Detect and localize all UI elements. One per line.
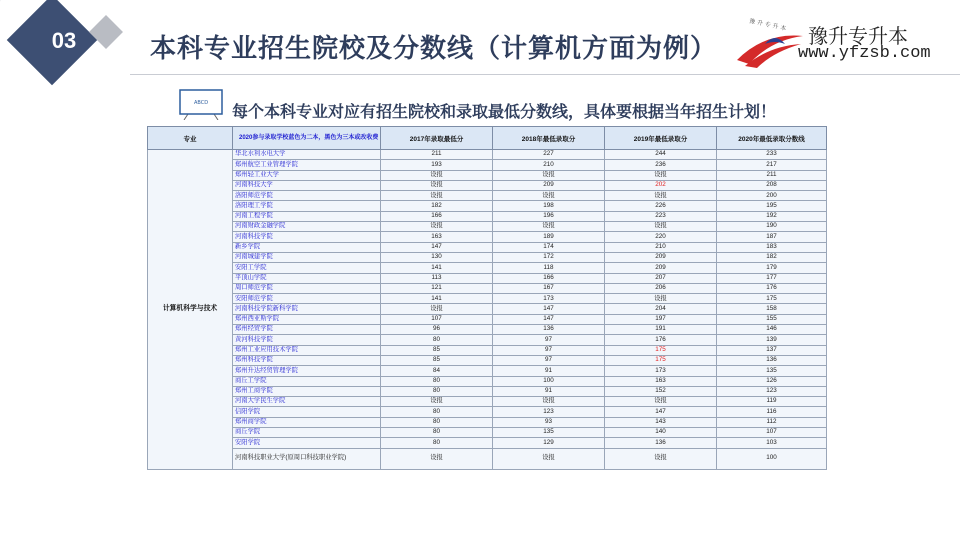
brand-name: 豫升专升本 [808,24,908,48]
score-2020: 137 [717,345,827,355]
board-label: ABCD [193,100,209,106]
table-row [148,366,827,376]
table-row [148,335,827,345]
score-2018: 设报 [493,448,605,469]
presentation-board-icon [178,86,224,120]
school-cell: 河南科技大学 [233,180,381,190]
score-2020: 195 [717,201,827,211]
table-row [148,438,827,448]
score-2018: 97 [493,345,605,355]
score-2018: 91 [493,366,605,376]
table-row [148,150,827,160]
school-cell: 商丘工学院 [233,376,381,386]
school-cell: 平顶山学院 [233,273,381,283]
school-cell: 郑州西亚斯学院 [233,314,381,324]
school-cell: 郑州航空工业管理学院 [233,160,381,170]
score-2017: 211 [381,150,493,160]
school-cell: 河南工程学院 [233,211,381,221]
score-2018: 118 [493,263,605,273]
score-2019: 设报 [605,448,717,469]
score-2017: 设报 [381,222,493,232]
svg-text:豫 升 专 升 本: 豫 升 专 升 本 [748,17,787,33]
score-2020: 126 [717,376,827,386]
score-2019: 244 [605,150,717,160]
school-cell: 安阳学院 [233,438,381,448]
table-row [148,211,827,221]
score-2020: 190 [717,222,827,232]
score-2017: 80 [381,438,493,448]
score-2018: 167 [493,283,605,293]
score-2020: 103 [717,438,827,448]
score-2017: 96 [381,325,493,335]
table-row [148,180,827,190]
score-2020: 217 [717,160,827,170]
table-header-row [148,127,827,150]
score-2020: 139 [717,335,827,345]
score-2020: 208 [717,180,827,190]
table-row [148,428,827,438]
header-2018: 2018年最低录取分 [493,127,605,150]
score-2018: 210 [493,160,605,170]
score-2018: 147 [493,304,605,314]
school-cell: 河南财政金融学院 [233,222,381,232]
score-2019: 226 [605,201,717,211]
score-2020: 187 [717,232,827,242]
score-2017: 113 [381,273,493,283]
table-row [148,314,827,324]
score-2018: 123 [493,407,605,417]
school-cell: 黄河科技学院 [233,335,381,345]
school-cell: 河南科技学院 [233,232,381,242]
score-2018: 166 [493,273,605,283]
score-2020: 175 [717,294,827,304]
table-row [148,242,827,252]
score-2019: 175 [605,355,717,365]
table-row [148,170,827,180]
school-cell: 华北水利水电大学 [233,150,381,160]
score-2020: 100 [717,448,827,469]
score-2017: 85 [381,345,493,355]
score-2020: 233 [717,150,827,160]
score-2018: 172 [493,252,605,262]
score-2020: 136 [717,355,827,365]
table-row [148,294,827,304]
score-2017: 147 [381,242,493,252]
header-major: 专业 [148,127,233,150]
score-2017: 141 [381,263,493,273]
score-2017: 107 [381,314,493,324]
score-2019: 176 [605,335,717,345]
score-2017: 163 [381,232,493,242]
score-2018: 97 [493,335,605,345]
school-cell: 郑州商学院 [233,417,381,427]
score-2018: 136 [493,325,605,335]
score-2019: 220 [605,232,717,242]
score-2020: 155 [717,314,827,324]
school-cell: 商丘学院 [233,428,381,438]
header-2019: 2019年最低录取分 [605,127,717,150]
table-row [148,448,827,469]
score-2018: 93 [493,417,605,427]
score-2018: 147 [493,314,605,324]
score-2017: 设报 [381,448,493,469]
score-2018: 173 [493,294,605,304]
score-2019: 设报 [605,191,717,201]
score-2017: 182 [381,201,493,211]
score-2018: 198 [493,201,605,211]
score-2019: 191 [605,325,717,335]
score-2019: 223 [605,211,717,221]
school-cell: 郑州升达经贸管理学院 [233,366,381,376]
score-2017: 121 [381,283,493,293]
score-2020: 177 [717,273,827,283]
school-cell: 新乡学院 [233,242,381,252]
score-2019: 设报 [605,170,717,180]
score-2020: 107 [717,428,827,438]
score-2017: 85 [381,355,493,365]
score-2020: 116 [717,407,827,417]
score-2017: 80 [381,376,493,386]
school-cell: 信阳学院 [233,407,381,417]
score-2019: 206 [605,283,717,293]
school-cell: 郑州经贸学院 [233,325,381,335]
table-row [148,407,827,417]
score-2018: 135 [493,428,605,438]
school-cell: 安阳师范学院 [233,294,381,304]
score-2019: 210 [605,242,717,252]
score-2019: 173 [605,366,717,376]
score-2017: 141 [381,294,493,304]
header-school: 2020参与录取学校蓝色为二本，黑色为三本或改收费 [233,127,381,150]
score-2017: 80 [381,428,493,438]
score-2018: 97 [493,355,605,365]
table-row [148,201,827,211]
score-2019: 设报 [605,397,717,407]
major-cell: 计算机科学与技术 [148,150,233,470]
score-2020: 135 [717,366,827,376]
table-row [148,263,827,273]
score-2018: 174 [493,242,605,252]
header-2020: 2020年最低录取分数线 [717,127,827,150]
school-cell: 河南城建学院 [233,252,381,262]
school-cell: 郑州工商学院 [233,386,381,396]
table-row [148,232,827,242]
score-2017: 设报 [381,304,493,314]
decorative-diamond [89,15,123,49]
score-2019: 143 [605,417,717,427]
score-2017: 80 [381,335,493,345]
score-2020: 112 [717,417,827,427]
score-2019: 136 [605,438,717,448]
score-2020: 200 [717,191,827,201]
score-2020: 182 [717,252,827,262]
score-2019: 202 [605,180,717,190]
score-2019: 236 [605,160,717,170]
table-row [148,283,827,293]
score-2017: 设报 [381,397,493,407]
score-2019: 设报 [605,294,717,304]
score-2019: 197 [605,314,717,324]
page-title: 本科专业招生院校及分数线（计算机方面为例） [150,34,718,64]
school-cell: 洛阳理工学院 [233,201,381,211]
table-row [148,397,827,407]
score-2019: 设报 [605,222,717,232]
score-2018: 129 [493,438,605,448]
score-2017: 设报 [381,180,493,190]
header-divider [130,74,960,75]
score-2018: 设报 [493,397,605,407]
score-2018: 设报 [493,170,605,180]
score-2019: 140 [605,428,717,438]
score-2019: 209 [605,252,717,262]
table-row [148,191,827,201]
school-cell: 郑州科技学院 [233,355,381,365]
table-row [148,345,827,355]
score-2020: 158 [717,304,827,314]
table-row [148,252,827,262]
score-2019: 147 [605,407,717,417]
table-row [148,273,827,283]
score-2017: 80 [381,407,493,417]
score-2020: 192 [717,211,827,221]
table-row [148,160,827,170]
score-2018: 设报 [493,191,605,201]
school-cell: 河南科技学院新科学院 [233,304,381,314]
score-2020: 146 [717,325,827,335]
score-2019: 152 [605,386,717,396]
score-2019: 207 [605,273,717,283]
score-2017: 130 [381,252,493,262]
school-cell: 安阳工学院 [233,263,381,273]
table-row [148,222,827,232]
subtitle-note: 每个本科专业对应有招生院校和录取最低分数线，具体要根据当年招生计划！ [232,102,777,121]
school-cell: 洛阳师范学院 [233,191,381,201]
brand-logo-icon [735,14,805,70]
score-2018: 91 [493,386,605,396]
score-2020: 176 [717,283,827,293]
score-2017: 84 [381,366,493,376]
admission-scores-table [147,126,827,470]
score-2017: 166 [381,211,493,221]
score-2017: 193 [381,160,493,170]
score-2020: 123 [717,386,827,396]
score-2020: 119 [717,397,827,407]
score-2018: 227 [493,150,605,160]
school-cell: 周口师范学院 [233,283,381,293]
header-2017: 2017年录取最低分 [381,127,493,150]
score-2017: 设报 [381,170,493,180]
score-2018: 196 [493,211,605,221]
table-row [148,417,827,427]
score-2019: 209 [605,263,717,273]
school-cell: 河南科技职业大学(原周口科技职业学院) [233,448,381,469]
score-2019: 175 [605,345,717,355]
school-cell: 郑州轻工业大学 [233,170,381,180]
score-2017: 设报 [381,191,493,201]
score-2018: 189 [493,232,605,242]
table-row [148,376,827,386]
table-row [148,304,827,314]
score-2017: 80 [381,417,493,427]
section-number: 03 [51,28,77,53]
table-row [148,325,827,335]
score-2019: 163 [605,376,717,386]
table-row [148,355,827,365]
score-2020: 211 [717,170,827,180]
table-row [148,386,827,396]
score-2018: 209 [493,180,605,190]
school-cell: 郑州工业应用技术学院 [233,345,381,355]
score-2019: 204 [605,304,717,314]
school-cell: 河南大学民生学院 [233,397,381,407]
score-2020: 183 [717,242,827,252]
score-2018: 设报 [493,222,605,232]
score-2018: 100 [493,376,605,386]
brand-url: www.yfzsb.com [798,44,931,63]
score-2017: 80 [381,386,493,396]
score-2020: 179 [717,263,827,273]
